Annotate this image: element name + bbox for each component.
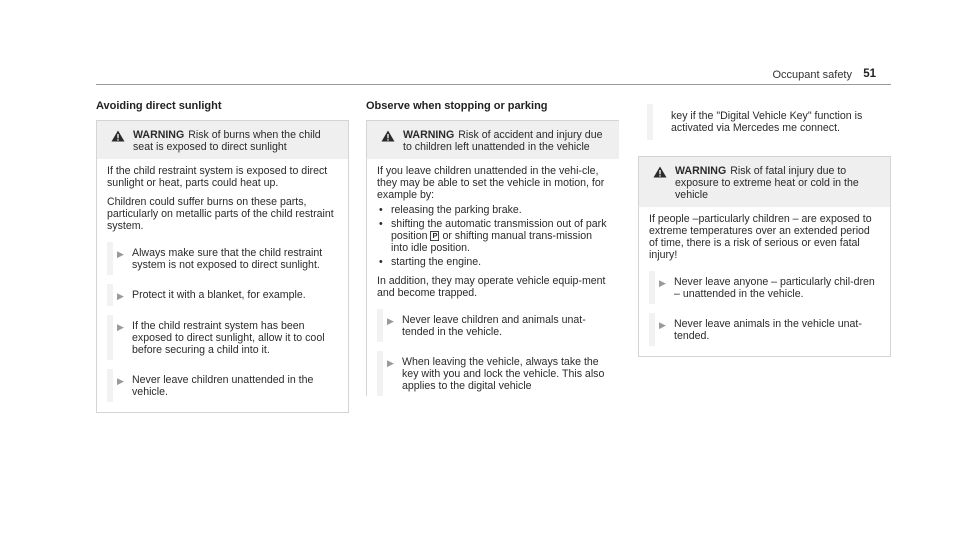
- warning-header: [639, 157, 890, 207]
- header-rule: [96, 84, 891, 85]
- instruction-step: [377, 309, 609, 342]
- warning-header: [367, 121, 619, 159]
- warning-triangle-icon: [653, 166, 667, 178]
- step-text: Never leave animals in the vehicle unat-tended.: [674, 318, 862, 342]
- arrow-right-icon: ▶: [117, 291, 124, 301]
- step-text: Protect it with a blanket, for example.: [132, 289, 306, 301]
- instruction-step: [107, 242, 338, 275]
- paragraph: If the child restraint system is exposed to direct sunlight or heat, parts could heat up.: [107, 165, 328, 189]
- warning-header: [97, 121, 348, 159]
- list-item: • shifting the automatic transmission out of park position P or shifting manual trans-mission into idle position.: [377, 218, 609, 254]
- warning-box: [366, 120, 619, 396]
- instruction-step: [377, 351, 609, 396]
- arrow-right-icon: ▶: [117, 249, 124, 259]
- paragraph: If people –particularly children – are exposed to extreme temperatures over an extended period of time, there is a risk of serious or even fatal injury!: [649, 213, 872, 261]
- warning-box: [96, 120, 349, 413]
- arrow-right-icon: ▶: [659, 320, 666, 330]
- warning-body: [97, 159, 348, 412]
- arrow-right-icon: ▶: [117, 322, 124, 332]
- continued-step-text: key if the "Digital Vehicle Key" function is activated via Mercedes me connect.: [647, 104, 891, 140]
- arrow-right-icon: ▶: [387, 358, 394, 368]
- warning-label: WARNING: [675, 165, 727, 177]
- warning-label: WARNING: [403, 129, 455, 141]
- section-title: Occupant safety: [772, 69, 852, 81]
- step-text: When leaving the vehicle, always take the key with you and lock the vehicle. This also applies to the digital vehicle: [402, 356, 605, 392]
- warning-body: [639, 207, 890, 356]
- instruction-step: [107, 369, 338, 402]
- column-1: [96, 100, 349, 413]
- list-item: • releasing the parking brake.: [377, 204, 609, 216]
- paragraph: In addition, they may operate vehicle equip-ment and become trapped.: [377, 275, 606, 299]
- column-3: [638, 104, 891, 357]
- arrow-right-icon: ▶: [117, 376, 124, 386]
- section-heading: Avoiding direct sunlight: [96, 100, 222, 112]
- paragraph: If you leave children unattended in the vehi-cle, they may be able to set the vehicle in motion, for example by:: [377, 165, 605, 201]
- instruction-step: [107, 315, 338, 360]
- step-text: Never leave children and animals unat-tended in the vehicle.: [402, 314, 586, 338]
- instruction-step: [107, 284, 338, 306]
- warning-body: [367, 159, 619, 396]
- step-text: If the child restraint system has been exposed to direct sunlight, allow it to cool before securing a child into it.: [132, 320, 325, 356]
- column-2: [366, 100, 619, 396]
- instruction-step: [649, 271, 880, 304]
- park-position-symbol: P: [432, 231, 438, 240]
- warning-text: Risk of burns when the child seat is exposed to direct sunlight: [133, 129, 321, 153]
- step-text: Never leave anyone – particularly chil-dren – unattended in the vehicle.: [674, 276, 875, 300]
- page-number: 51: [863, 68, 876, 80]
- arrow-right-icon: ▶: [387, 316, 394, 326]
- instruction-step: [649, 313, 880, 346]
- paragraph: Children could suffer burns on these parts, particularly on metallic parts of the child restraint system.: [107, 196, 334, 232]
- warning-box: [638, 156, 891, 357]
- section-heading: Observe when stopping or parking: [366, 100, 548, 112]
- bullet-list: [377, 204, 609, 268]
- warning-label: WARNING: [133, 129, 185, 141]
- warning-triangle-icon: [111, 130, 125, 142]
- list-item: • starting the engine.: [377, 256, 609, 268]
- warning-text: Risk of accident and injury due to children left unattended in the vehicle: [403, 129, 603, 153]
- step-text: Never leave children unattended in the vehicle.: [132, 374, 314, 398]
- warning-text: Risk of fatal injury due to exposure to extreme heat or cold in the vehicle: [675, 165, 859, 201]
- warning-triangle-icon: [381, 130, 395, 142]
- arrow-right-icon: ▶: [659, 278, 666, 288]
- step-text: Always make sure that the child restraint system is not exposed to direct sunlight.: [132, 247, 323, 271]
